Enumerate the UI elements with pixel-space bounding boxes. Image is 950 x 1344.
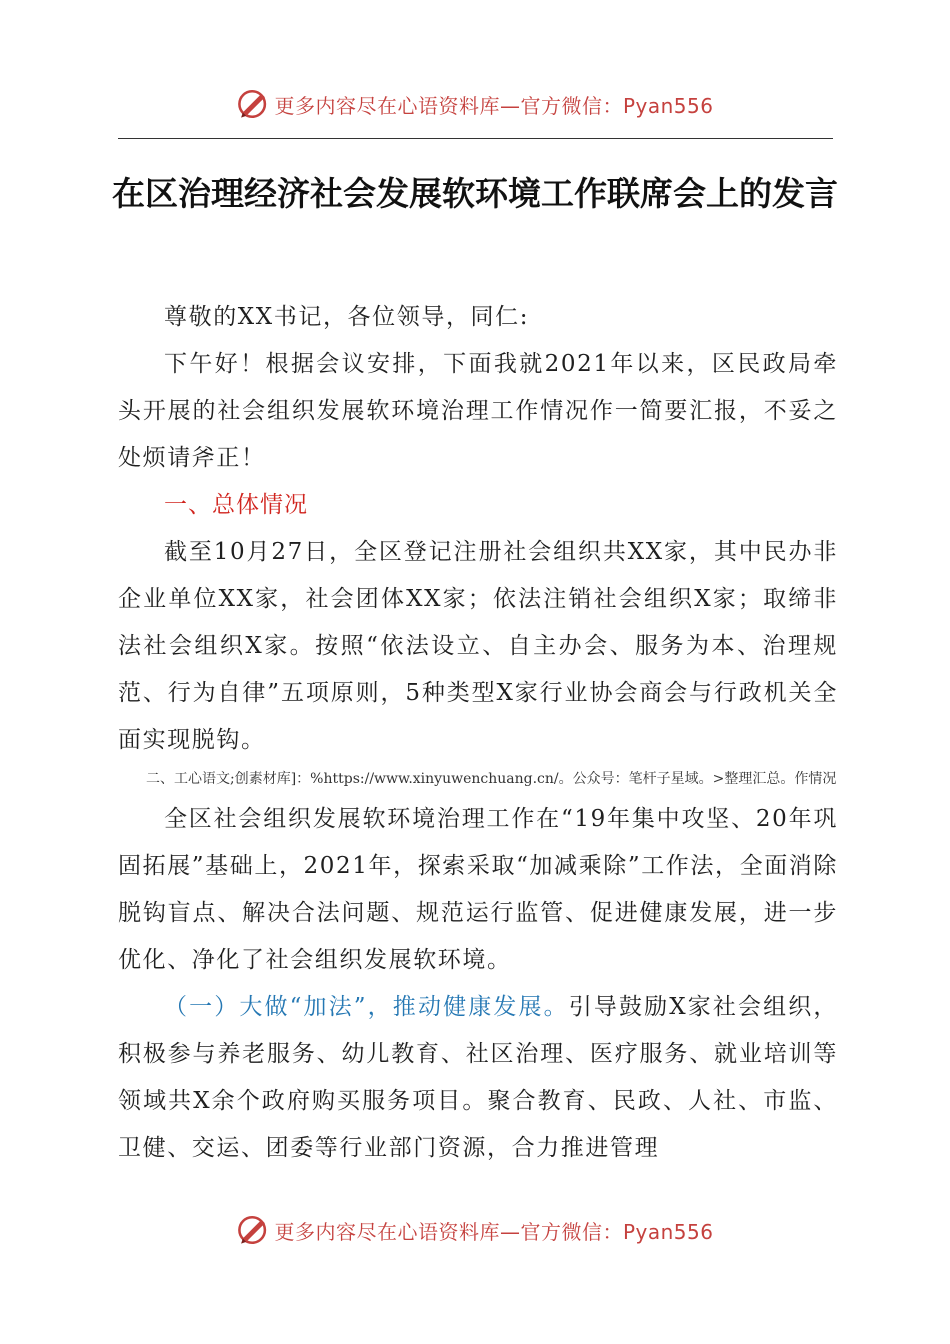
addition-paragraph [118, 984, 838, 1172]
header-banner-text: 更多内容尽在心语资料库—官方微信：Pyan556 [274, 93, 714, 118]
addition-text: 引导鼓励X家社会组织，积极参与养老服务、幼儿教育、社区治理、医疗服务、就业培训等领域共X余个政府购买服务项目。聚合教育、民政、人社、市监、卫健、交运、团委等行业部门资源，合力推进管理 [118, 994, 838, 1161]
footer-banner [0, 1210, 950, 1250]
document-title: 在区治理经济社会发展软环境工作联席会上的发言 [112, 174, 838, 213]
subsection-heading-addition: （一）大做“加法”，推动健康发展。 [164, 994, 569, 1020]
document-body [118, 294, 838, 1172]
header-banner [0, 84, 950, 124]
work-paragraph: 全区社会组织发展软环境治理工作在“19年集中攻坚、20年巩固拓展”基础上，2021年，探索采取“加减乘除”工作法，全面消除脱钩盲点、解决合法问题、规范运行监管、促进健康发展，进一步优化、净化了社会组织发展软环境。 [118, 806, 839, 973]
source-note: 二、工心语文;创素材库]：%https://www.xinyuwenchuang.cn/。公众号：笔杆子星域。>整理汇总。作情况 [146, 771, 837, 787]
section-heading-overview: 一、总体情况 [164, 492, 308, 518]
pen-circle-logo-icon [236, 87, 270, 121]
intro-paragraph: 下午好！根据会议安排，下面我就2021年以来，区民政局牵头开展的社会组织发展软环境治理工作情况作一简要汇报，不妥之处烦请斧正！ [118, 351, 838, 471]
footer-banner-text: 更多内容尽在心语资料库—官方微信：Pyan556 [274, 1219, 714, 1244]
header-divider [118, 138, 833, 139]
salutation: 尊敬的XX书记，各位领导，同仁: [164, 304, 530, 330]
pen-circle-logo-icon [236, 1213, 270, 1247]
overview-paragraph: 截至10月27日，全区登记注册社会组织共XX家，其中民办非企业单位XX家，社会团体XX家；依法注销社会组织X家；取缔非法社会组织X家。按照“依法设立、自主办会、服务为本、治理规范、行为自律”五项原则，5种类型X家行业协会商会与行政机关全面实现脱钩。 [118, 539, 838, 753]
